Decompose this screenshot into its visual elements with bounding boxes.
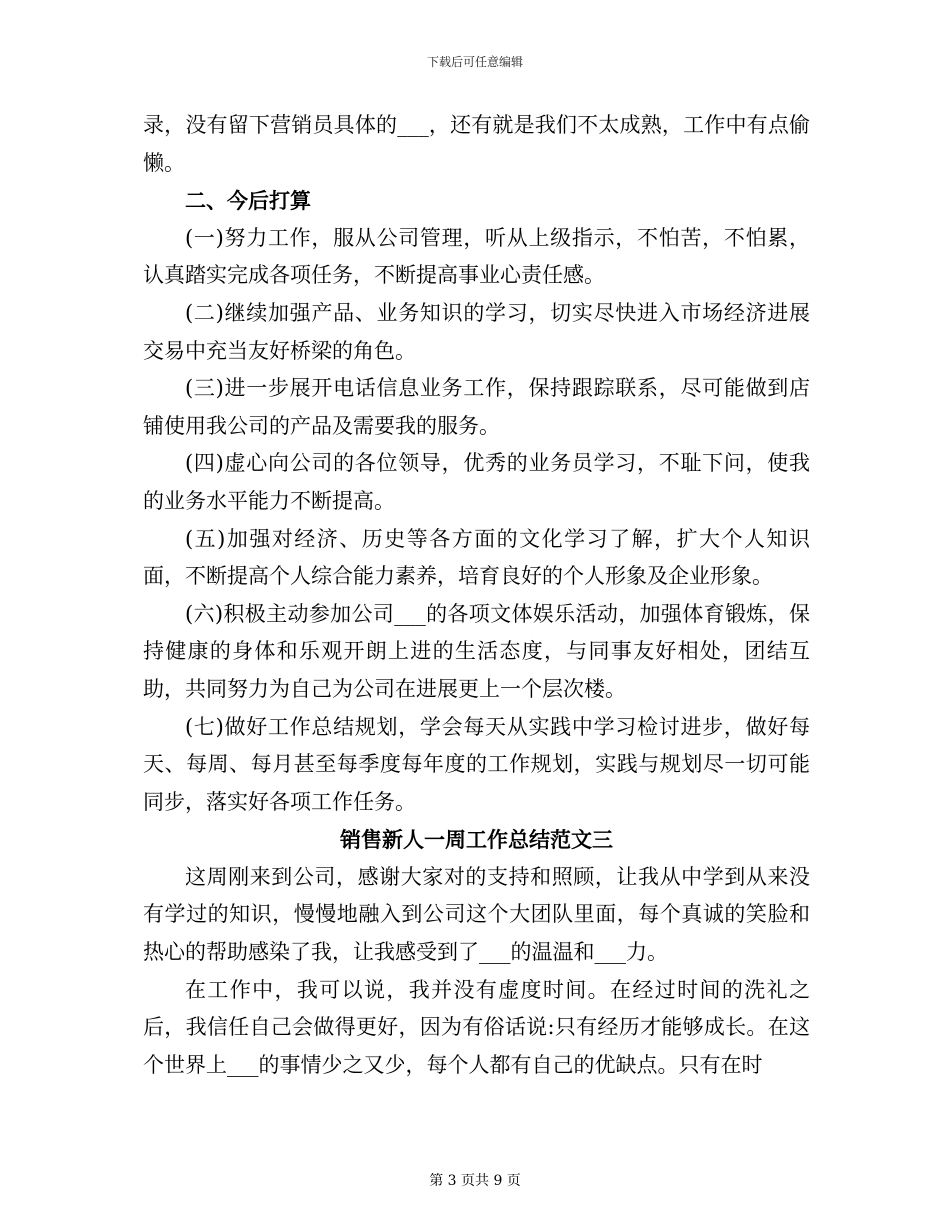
page-footer: 第 3 页共 9 页 [429,1173,521,1189]
plan-item-4: (四)虚心向公司的各位领导，优秀的业务员学习，不耻下问，使我的业务水平能力不断提高。 [143,451,810,513]
article-title: 销售新人一周工作总结范文三 [340,827,613,853]
plan-item-1: (一)努力工作，服从公司管理，听从上级指示，不怕苦，不怕累，认真踏实完成各项任务，不断提高事业心责任感。 [143,225,810,288]
document-body [143,107,810,1084]
plan-item-2: (二)继续加强产品、业务知识的学习，切实尽快进入市场经济进展交易中充当友好桥梁的角色。 [143,300,810,363]
body-paragraph: 这周刚来到公司，感谢大家对的支持和照顾，让我从中学到从来没有学过的知识，慢慢地融入到公司这个大团队里面，每个真诚的笑脸和热心的帮助感染了我，让我感受到了___的温温和___力。 [143,864,810,965]
page-header: 下载后可任意编辑 [426,55,523,69]
section-heading: 二、今后打算 [185,188,311,214]
plan-item-5: (五)加强对经济、历史等各方面的文化学习了解，扩大个人知识面，不断提高个人综合能力素养，培育良好的个人形象及企业形象。 [143,526,810,589]
plan-item-6: (六)积极主动参加公司___的各项文体娱乐活动，加强体育锻炼，保持健康的身体和乐观开朗上进的生活态度，与同事友好相处，团结互助，共同努力为自己为公司在进展更上一个层次楼。 [143,601,810,701]
plan-item-7: (七)做好工作总结规划，学会每天从实践中学习检讨进步，做好每天、每周、每月甚至每季度每年度的工作规划，实践与规划尽一切可能同步，落实好各项工作任务。 [143,714,810,814]
body-paragraph: 在工作中，我可以说，我并没有虚度时间。在经过时间的洗礼之后，我信任自己会做得更好，因为有俗话说:只有经历才能够成长。在这个世界上___的事情少之又少，每个人都有自己的优缺点。只有在时 [143,977,810,1077]
paragraph-continuation: 录，没有留下营销员具体的___，还有就是我们不太成熟，工作中有点偷懒。 [143,113,810,175]
plan-item-3: (三)进一步展开电话信息业务工作，保持跟踪联系，尽可能做到店铺使用我公司的产品及需要我的服务。 [143,376,810,438]
